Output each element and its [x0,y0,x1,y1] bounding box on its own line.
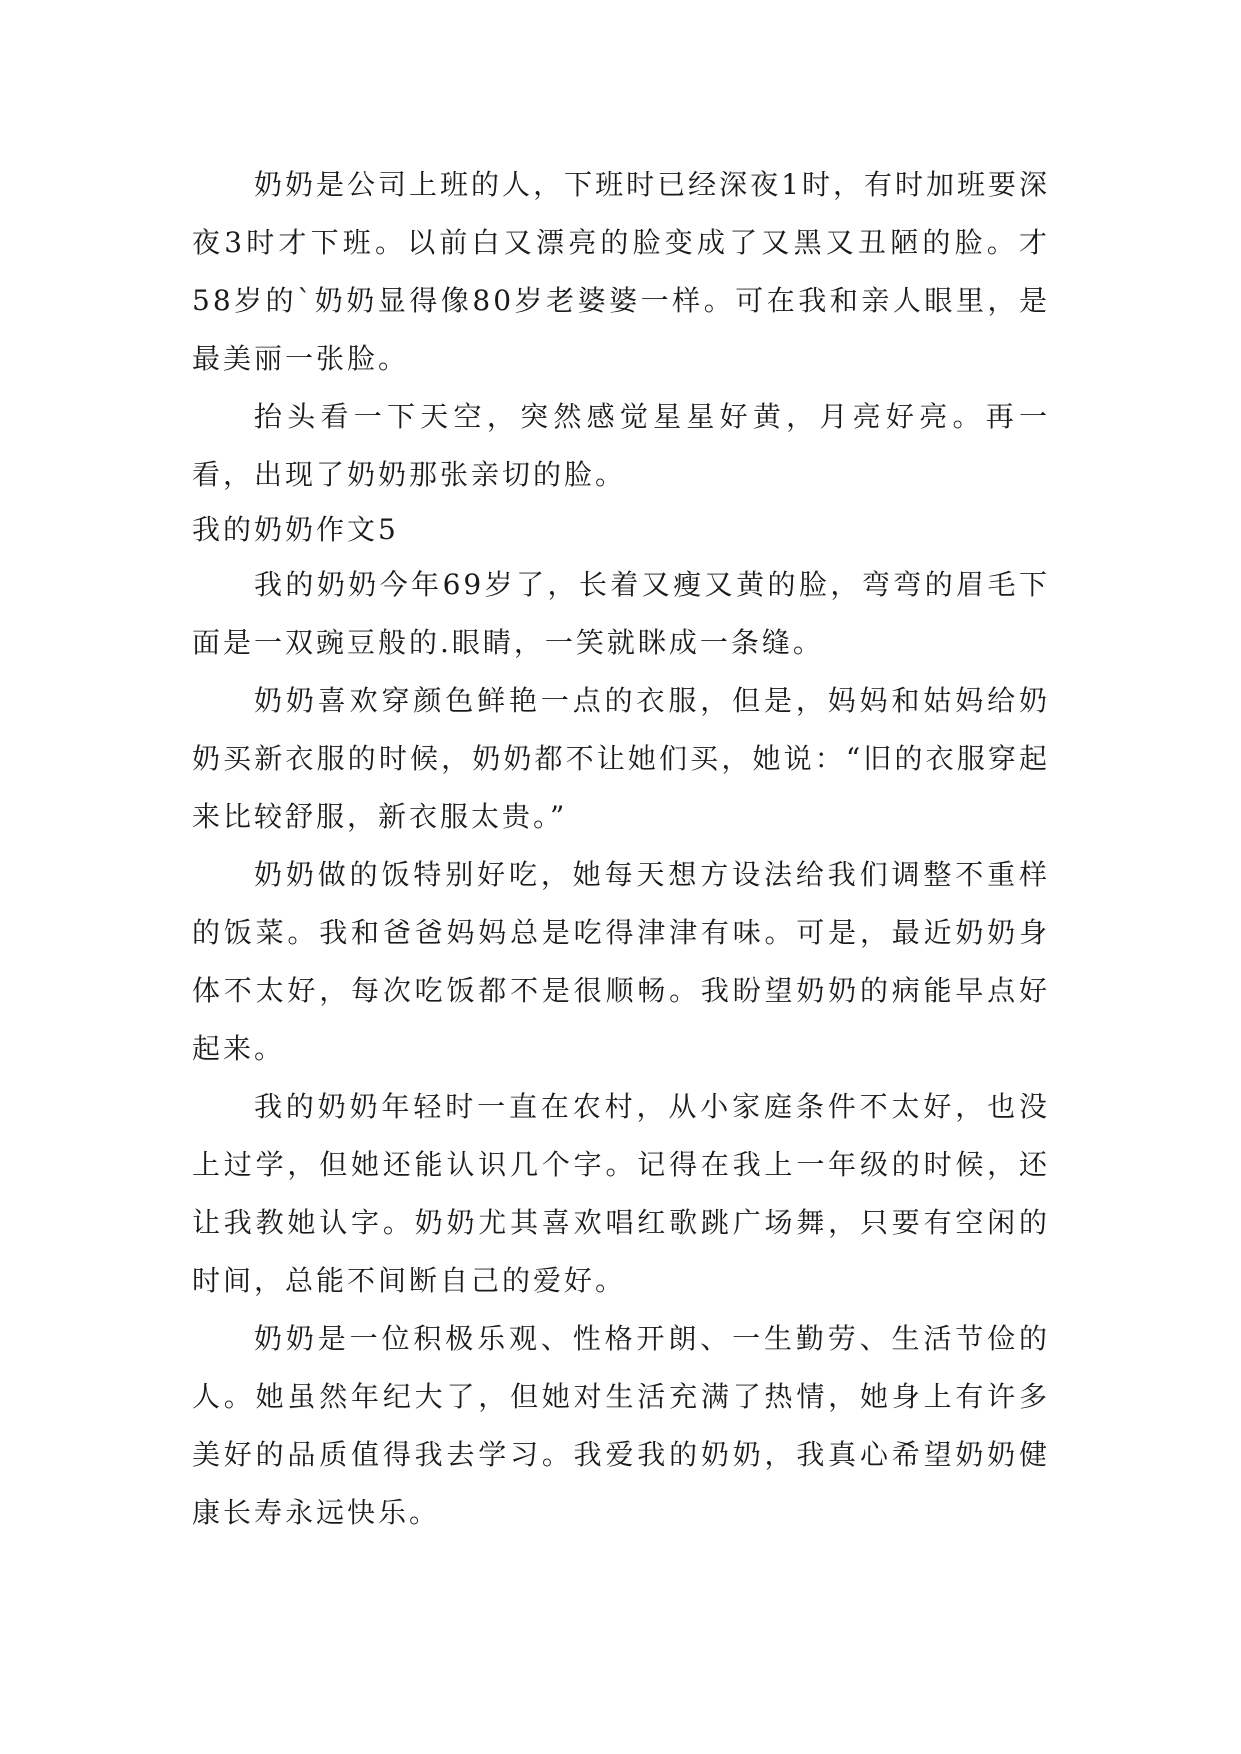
paragraph: 抬头看一下天空，突然感觉星星好黄，月亮好亮。再一看，出现了奶奶那张亲切的脸。 [192,400,1050,491]
paragraph: 我的奶奶年轻时一直在农村，从小家庭条件不太好，也没上过学，但她还能认识几个字。记得在我上一年级的时候，还让我教她认字。奶奶尤其喜欢唱红歌跳广场舞，只要有空闲的时间，总能不间断自己的爱好。 [192,1090,1050,1297]
section-heading: 我的奶奶作文5 [192,513,399,546]
paragraph: 我的奶奶今年69岁了，长着又瘦又黄的脸，弯弯的眉毛下面是一双豌豆般的.眼睛，一笑就眯成一条缝。 [192,568,1050,659]
paragraph: 奶奶是公司上班的人，下班时已经深夜1时，有时加班要深夜3时才下班。以前白又漂亮的脸变成了又黑又丑陋的脸。才58岁的`奶奶显得像80岁老婆婆一样。可在我和亲人眼里，是最美丽一张脸。 [192,168,1050,375]
paragraph: 奶奶是一位积极乐观、性格开朗、一生勤劳、生活节俭的人。她虽然年纪大了，但她对生活充满了热情，她身上有许多美好的品质值得我去学习。我爱我的奶奶，我真心希望奶奶健康长寿永远快乐。 [192,1322,1050,1529]
document-body [192,156,1050,1542]
paragraph: 奶奶喜欢穿颜色鲜艳一点的衣服，但是，妈妈和姑妈给奶奶买新衣服的时候，奶奶都不让她们买，她说：“旧的衣服穿起来比较舒服，新衣服太贵。” [192,684,1050,833]
paragraph: 奶奶做的饭特别好吃，她每天想方设法给我们调整不重样的饭菜。我和爸爸妈妈总是吃得津津有味。可是，最近奶奶身体不太好，每次吃饭都不是很顺畅。我盼望奶奶的病能早点好起来。 [192,858,1050,1065]
